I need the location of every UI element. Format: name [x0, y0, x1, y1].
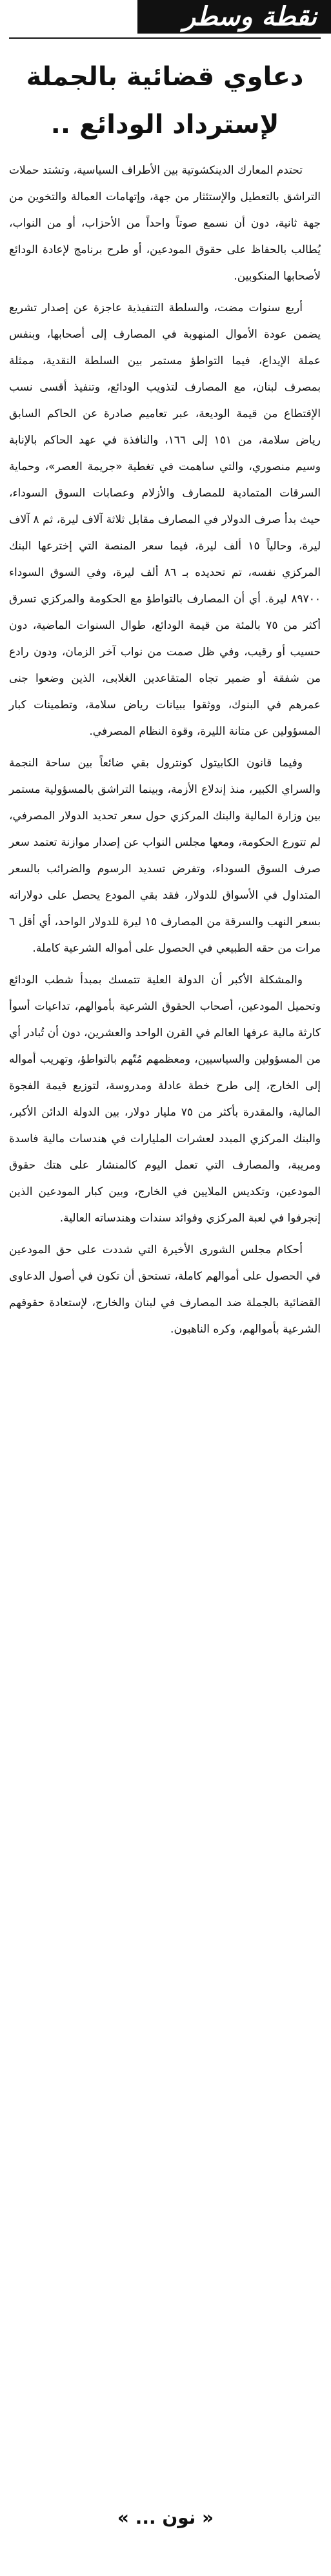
- author-signature: « نون ... »: [117, 2507, 214, 2528]
- article-paragraph-1: تحتدم المعارك الدينكشوتية بين الأطراف السياسية، وتشتد حملات التراشق بالتعطيل والإستئثار من جهة، وإتهامات العمالة والتخوين من جهة ثانية، دون أن نسمع صوتاً واحداً من الأحزاب، أو من النواب، يُطالب بالحفاظ على حقوق المودعين، أو طرح برنامج لإعادة الودائع لأصحابها المنكوبين.: [9, 164, 321, 283]
- article-paragraph-3: وفيما قانون الكابيتول كونترول بقي ضائعاً بين ساحة النجمة والسراي الكبير، منذ إندلاع الأزمة، وبينما التراشق بالمسؤولية مستمر بين وزارة المالية والبنك المركزي حول سعر تحديد الدولار المصرفي، لم تتورع الحكومة، ومعها مجلس النواب عن إصدار موازنة تعتمد سعر صرف السوق السوداء، وتفرض تسديد الرسوم والضرائب بالسعر المتداول في الأسواق للدولار، فقد بقي المودع يحصل على دولاراته بسعر النهب والسرقة من المصارف ١٥ ليرة للدولار الواحد، أي أقل ٦ مرات من حقه الطبيعي في الحصول على أمواله الشرعية كاملة.: [9, 757, 321, 955]
- article-paragraph-5: أحكام مجلس الشورى الأخيرة التي شددت على حق المودعين في الحصول على أموالهم كاملة، تستحق أن تكون في أصول الدعاوى القضائية بالجملة ضد المصارف في لبنان والخارج، لإستعادة حقوقهم الشرعية بأموالهم، وكره الناهبون.: [9, 1243, 321, 1336]
- banner-divider: [9, 37, 321, 39]
- column-name: نقطة وسطر: [183, 2, 317, 32]
- article-paragraph-4: والمشكلة الأكبر أن الدولة العلية تتمسك بمبدأ شطب الودائع وتحميل المودعين، أصحاب الحقوق الشرعية بأموالهم، تداعيات أسوأ كارثة مالية عرفها العالم في القرن الواحد والعشرين، دون أن تُبادر أي من المسؤولين والسياسيين، ومعظمهم مُتّهم بالتواطؤ، وتهريب أمواله إلى الخارج، إلى طرح خطة عادلة ومدروسة، لتوزيع قيمة الفجوة المالية، والمقدرة بأكثر من ٧٥ مليار دولار، بين الدولة الدائن الأكبر، والبنك المركزي المبدد لعشرات المليارات في هندسات مالية فاسدة ومريبة، والمصارف التي تعمل اليوم كالمنشار على هتك حقوق المودعين، وتكديس الملايين في الخارج، وبين كبار المودعين الذين إنجرفوا في لعبة المركزي وفوائد سندات وهندساته العالية.: [9, 974, 321, 1225]
- headline-line-2: لإسترداد الودائع ..: [50, 110, 279, 139]
- article-body: [9, 158, 321, 1348]
- article-paragraph-2: أربع سنوات مضت، والسلطة التنفيذية عاجزة عن إصدار تشريع يضمن عودة الأموال المنهوبة في المصارف إلى أصحابها، وبنفس عملة الإيداع، فيما التواطؤ مستمر بين السلطة النقدية، ممثلة بمصرف لبنان، مع المصارف لتذويب الودائع، وتنفيذ أقسى نسب الإقتطاع من قيمة الوديعة، عبر تعاميم صادرة عن الحاكم السابق رياض سلامة، من ١٥١ إلى ١٦٦، والنافذة في عهد الحاكم بالإنابة وسيم منصوري، والتي ساهمت في تغطية «جريمة العصر»، وحماية السرقات المتمادية للمصارف والأزلام وعصابات السوق السوداء، حيث بدأ صرف الدولار في المصارف مقابل ثلاثة آلاف ليرة، ثم ٨ آلاف ليرة، وحالياً ١٥ ألف ليرة، فيما سعر المنصة التي إخترعها البنك المركزي نفسه، تم تحديده بـ ٨٦ ألف ليرة، وفي السوق السوداء ٨٩٧٠٠ ليرة. أي أن المصارف بالتواطؤ مع الحكومة والمركزي تسرق أكثر من ٧٥ بالمئة من قيمة الودائع، طوال السنوات الماضية، دون حسيب أو رقيب، وفي ظل صمت من نواب آخر الزمان، ودون رادع من شفقة أو ضمير تجاه المتقاعدين الغلابى، الذين وضعوا جنى عمرهم في البنوك، ووثقوا ببيانات رياض سلامة، وتطمينات كبار المسؤولين عن متانة الليرة، وقوة النظام المصرفي.: [9, 302, 321, 738]
- article-headline: [9, 53, 321, 148]
- headline-line-1: دعاوي قضائية بالجملة: [26, 62, 304, 92]
- column-banner: [137, 0, 331, 34]
